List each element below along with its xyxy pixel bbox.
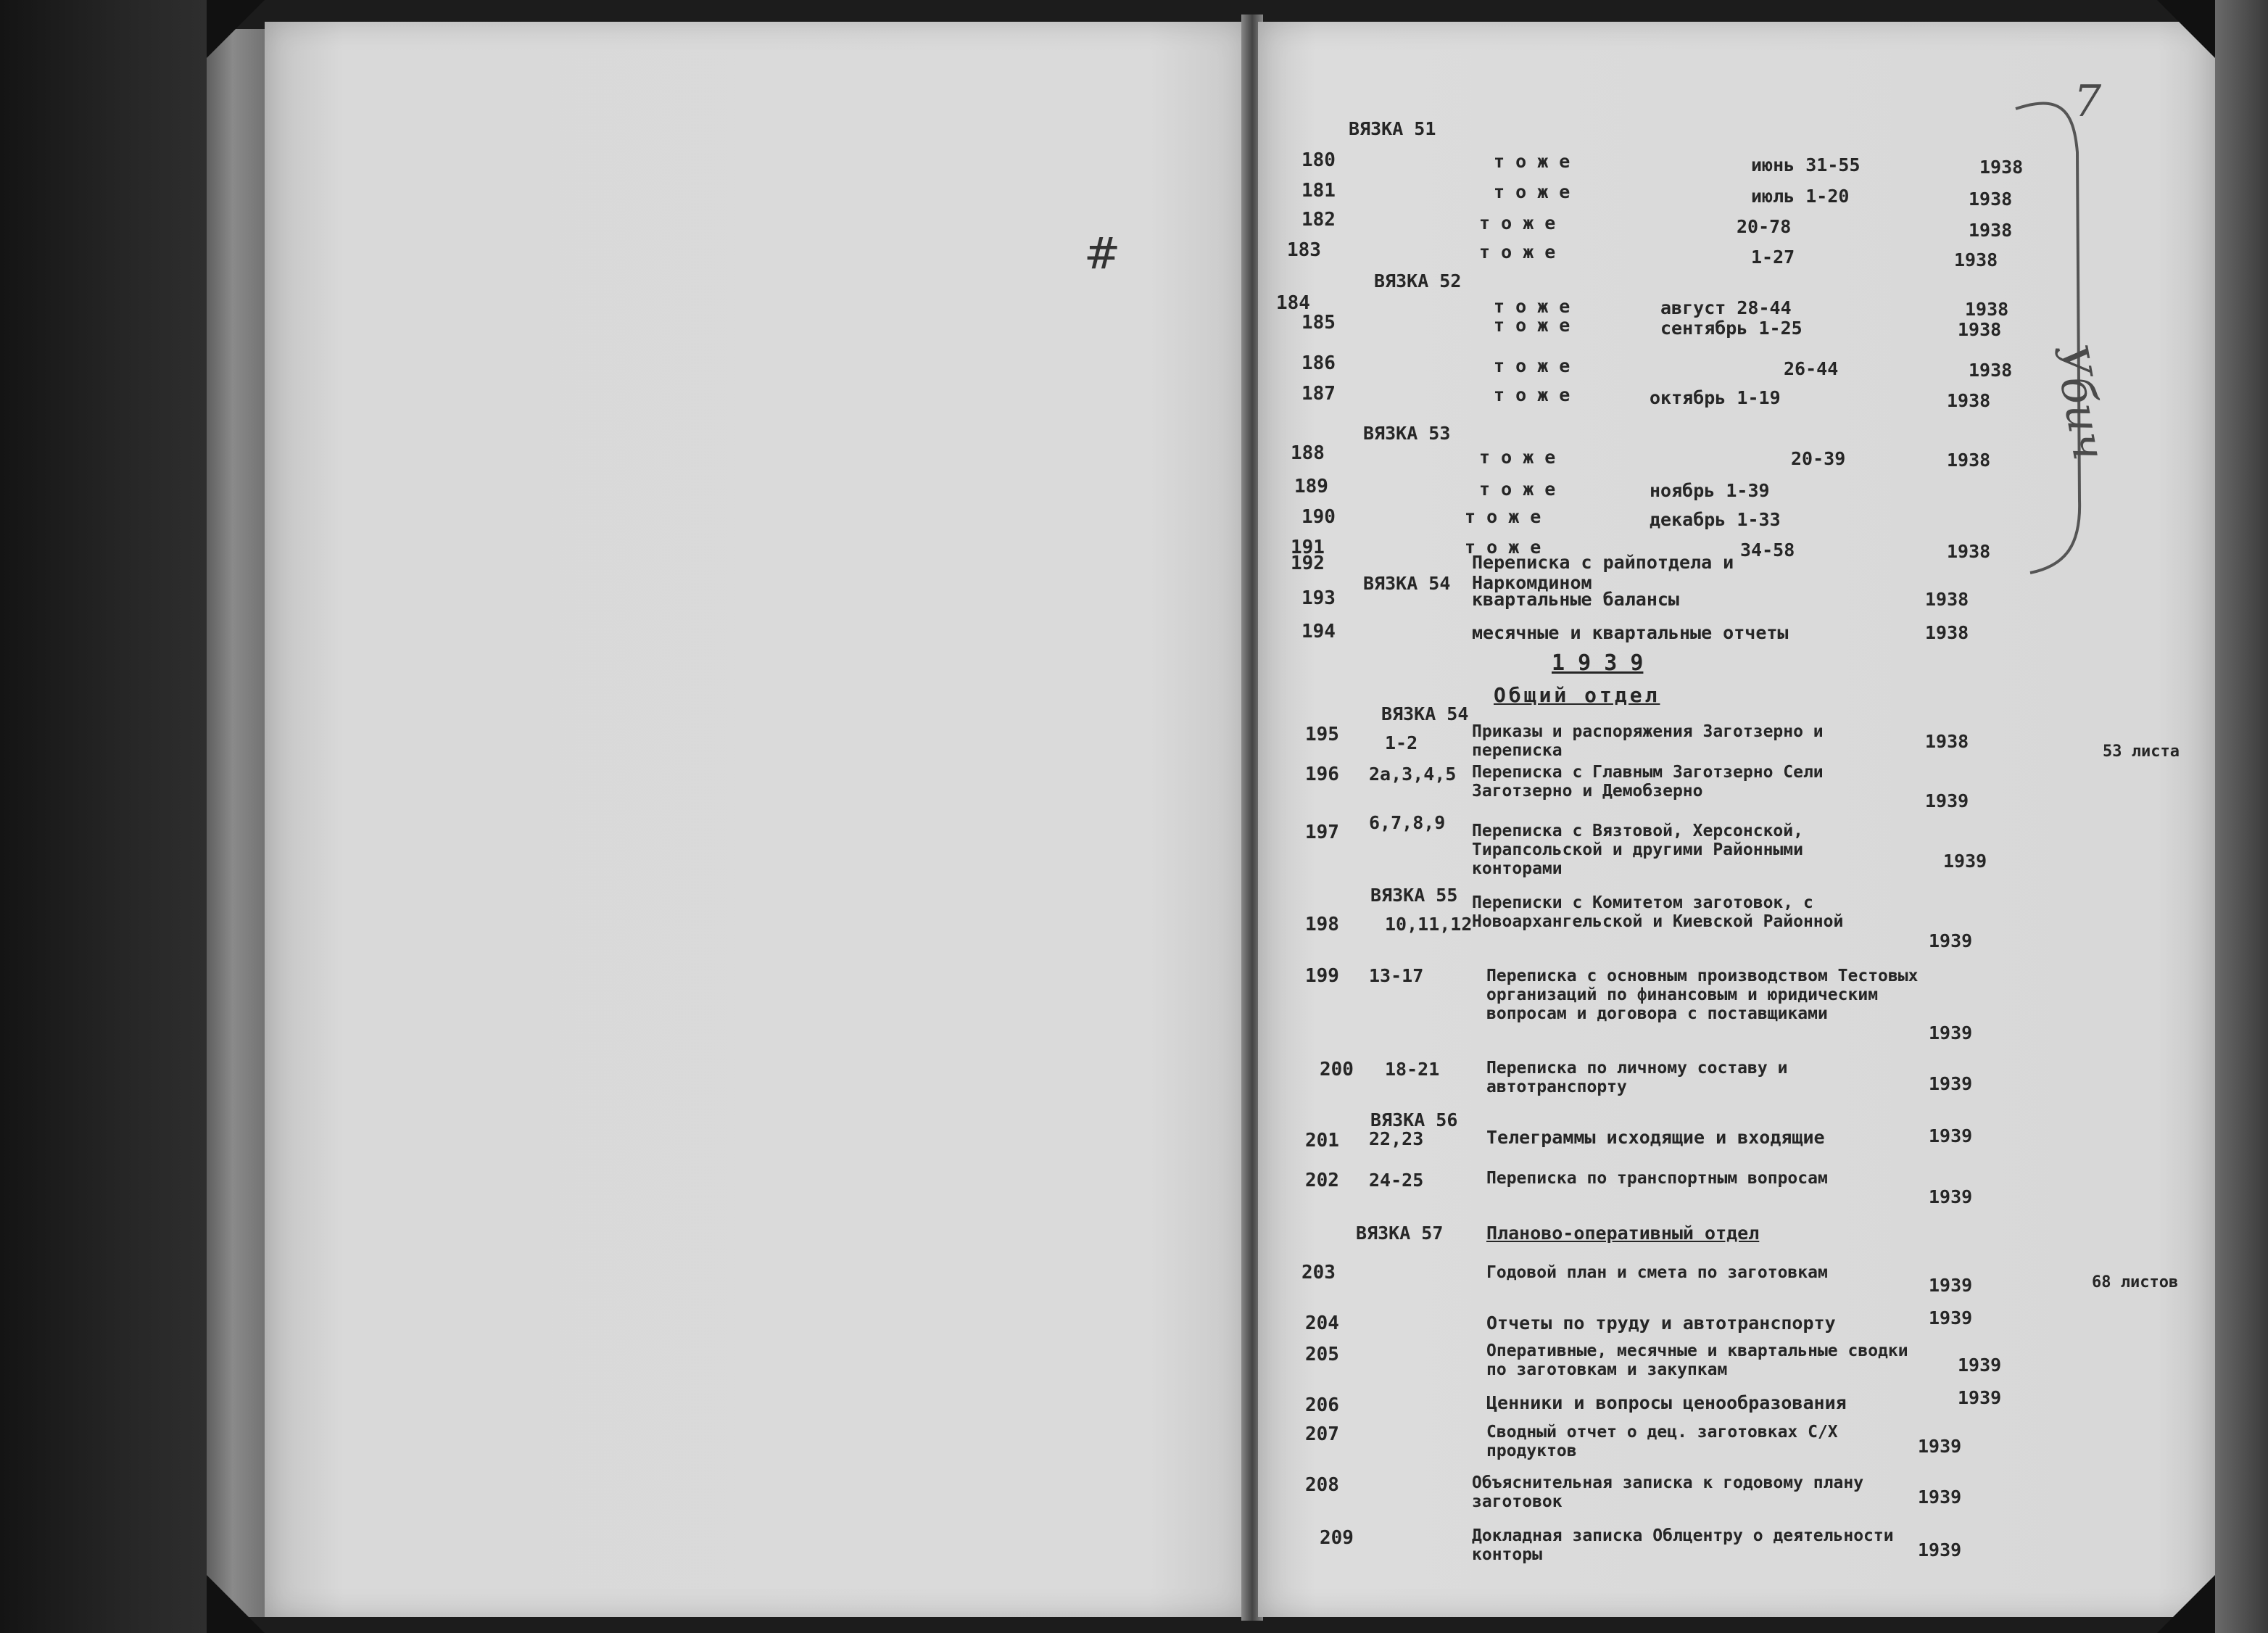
entry-text: квартальные балансы bbox=[1472, 589, 1679, 610]
entry-number: 192 bbox=[1291, 553, 1325, 574]
entry-text: т о ж е bbox=[1494, 355, 1570, 376]
entry-number: 184 bbox=[1276, 292, 1310, 314]
entry-number: 208 bbox=[1305, 1474, 1339, 1496]
entry-year: 1939 bbox=[1929, 1073, 1973, 1094]
entry-year: 1939 bbox=[1929, 1186, 1973, 1207]
margin-note: Убич bbox=[2044, 339, 2116, 465]
entry-number: 181 bbox=[1301, 180, 1336, 202]
pencil-bracket bbox=[2016, 94, 2132, 587]
entry-subnumber: 22,23 bbox=[1369, 1128, 1424, 1149]
entry-year: 1939 bbox=[1929, 1022, 1973, 1043]
entry-text: месячные и квартальные отчеты bbox=[1472, 622, 1789, 643]
entry-text: Телеграммы исходящие и входящие bbox=[1486, 1127, 1825, 1148]
entry-text: Отчеты по труду и автотранспорту bbox=[1486, 1312, 1836, 1334]
entry-date: 26-44 bbox=[1784, 358, 1839, 379]
entry-year: 1938 bbox=[1925, 589, 1969, 610]
entry-date: 1-27 bbox=[1751, 247, 1795, 268]
entry-number: 195 bbox=[1305, 724, 1339, 745]
left-board-edge bbox=[207, 29, 272, 1617]
entry-text: т о ж е bbox=[1479, 212, 1556, 233]
bundle-heading: ВЯЗКА 54 bbox=[1363, 573, 1451, 594]
entry-number: 203 bbox=[1301, 1262, 1336, 1283]
bundle-heading: ВЯЗКА 56 bbox=[1370, 1109, 1458, 1130]
entry-year: 1938 bbox=[1925, 731, 1969, 752]
entry-number: 198 bbox=[1305, 914, 1339, 935]
entry-year: 1939 bbox=[1918, 1487, 1962, 1508]
section-heading: Общий отдел bbox=[1494, 683, 1660, 707]
left-book-binding bbox=[0, 0, 207, 1633]
entry-year: 1939 bbox=[1918, 1539, 1962, 1560]
entry-number: 188 bbox=[1291, 442, 1325, 464]
pencil-mark: # bbox=[1084, 228, 1121, 279]
entry-text: Переписка с райпотдела и Наркомдином bbox=[1472, 552, 1734, 593]
entry-text: Докладная записка Облцентру о деятельности конторы bbox=[1472, 1526, 1894, 1564]
entry-year: 1938 bbox=[1947, 541, 1991, 562]
right-book-binding bbox=[2215, 0, 2268, 1633]
corner-protector bbox=[207, 1575, 265, 1633]
entry-year: 1938 bbox=[1969, 189, 2013, 210]
entry-date: сентябрь 1-25 bbox=[1660, 318, 1803, 339]
entry-number: 185 bbox=[1301, 312, 1336, 334]
entry-year: 1939 bbox=[1929, 930, 1973, 951]
entry-number: 197 bbox=[1305, 822, 1339, 843]
entry-date: 20-39 bbox=[1791, 448, 1846, 469]
entry-number: 205 bbox=[1305, 1344, 1339, 1365]
entry-year: 1938 bbox=[1979, 157, 2024, 178]
entry-year: 1938 bbox=[1925, 622, 1969, 643]
entry-year: 1938 bbox=[1958, 319, 2002, 340]
entry-number: 180 bbox=[1301, 149, 1336, 171]
entry-subnumber: 13-17 bbox=[1369, 965, 1424, 986]
entry-text: т о ж е bbox=[1479, 241, 1556, 262]
entry-number: 187 bbox=[1301, 383, 1336, 405]
entry-text: Переписка по личному составу и автотранспорту bbox=[1486, 1059, 1788, 1096]
entry-number: 196 bbox=[1305, 764, 1339, 785]
entry-year: 1938 bbox=[1947, 390, 1991, 411]
bundle-heading: ВЯЗКА 53 bbox=[1363, 423, 1451, 444]
entry-text: т о ж е bbox=[1465, 506, 1541, 527]
folio-number: 7 bbox=[2074, 76, 2102, 127]
entry-number: 199 bbox=[1305, 965, 1339, 987]
entry-text: т о ж е bbox=[1479, 479, 1556, 500]
section-heading: Планово-оперативный отдел bbox=[1486, 1223, 1760, 1244]
entry-subnumber: 2а,3,4,5 bbox=[1369, 764, 1457, 785]
entry-date: июль 1-20 bbox=[1751, 186, 1850, 207]
entry-number: 186 bbox=[1301, 352, 1336, 374]
entry-text: Переписки с Комитетом заготовок, с Новоархангельской и Киевской Районной bbox=[1472, 893, 1844, 931]
entry-year: 1939 bbox=[1958, 1355, 2002, 1376]
entry-text: т о ж е bbox=[1494, 315, 1570, 336]
entry-number: 189 bbox=[1294, 476, 1328, 497]
entry-text: Переписка с Главным Заготзерно Сели Заготзерно и Демобзерно bbox=[1472, 763, 1824, 801]
entry-number: 204 bbox=[1305, 1312, 1339, 1334]
entry-number: 200 bbox=[1320, 1059, 1354, 1080]
bundle-heading: ВЯЗКА 55 bbox=[1370, 885, 1458, 906]
entry-text: т о ж е bbox=[1465, 537, 1541, 558]
entry-text: т о ж е bbox=[1479, 447, 1556, 468]
entry-number: 209 bbox=[1320, 1527, 1354, 1549]
entry-text: Ценники и вопросы ценообразования bbox=[1486, 1392, 1847, 1413]
entry-year: 1938 bbox=[1969, 220, 2013, 241]
bundle-heading: ВЯЗКА 57 bbox=[1356, 1223, 1444, 1244]
entry-text: Приказы и распоряжения Заготзерно и переписка bbox=[1472, 722, 1824, 760]
entry-year: 1939 bbox=[1918, 1436, 1962, 1457]
entry-number: 193 bbox=[1301, 587, 1336, 609]
entry-text: Объяснительная записка к годовому плану заготовок bbox=[1472, 1473, 1864, 1511]
entry-text: Оперативные, месячные и квартальные сводки по заготовкам и закупкам bbox=[1486, 1341, 1908, 1379]
corner-protector bbox=[207, 0, 265, 58]
entry-text: Переписка по транспортным вопросам bbox=[1486, 1169, 1828, 1188]
corner-protector bbox=[2157, 1575, 2215, 1633]
entry-year: 1939 bbox=[1958, 1387, 2002, 1408]
entry-text: т о ж е bbox=[1494, 384, 1570, 405]
entry-year: 1939 bbox=[1925, 790, 1969, 811]
bundle-heading: ВЯЗКА 54 bbox=[1381, 703, 1469, 724]
entry-text: т о ж е bbox=[1494, 181, 1570, 202]
entry-number: 206 bbox=[1305, 1394, 1339, 1416]
entry-date: 34-58 bbox=[1740, 539, 1795, 561]
entry-number: 183 bbox=[1287, 239, 1321, 261]
entry-year: 1938 bbox=[1965, 299, 2009, 320]
entry-date: ноябрь 1-39 bbox=[1650, 480, 1770, 501]
entry-text: Сводный отчет о дец. заготовках С/Х продуктов bbox=[1486, 1423, 1838, 1460]
entry-number: 201 bbox=[1305, 1130, 1339, 1152]
sheet-count: 53 листа bbox=[2103, 743, 2180, 761]
entry-text: т о ж е bbox=[1494, 151, 1570, 172]
entry-year: 1938 bbox=[1947, 450, 1991, 471]
entry-year: 1939 bbox=[1929, 1275, 1973, 1296]
entry-text: Годовой план и смета по заготовкам bbox=[1486, 1263, 1828, 1282]
entry-text: т о ж е bbox=[1494, 296, 1570, 317]
entry-year: 1938 bbox=[1969, 360, 2013, 381]
sheet-count: 68 листов bbox=[2092, 1273, 2179, 1291]
year-heading: 1 9 3 9 bbox=[1552, 650, 1644, 676]
entry-number: 194 bbox=[1301, 621, 1336, 642]
entry-date: 20-78 bbox=[1737, 216, 1792, 237]
entry-number: 202 bbox=[1305, 1170, 1339, 1191]
entry-text: Переписка с основным производством Тестовых организаций по финансовым и юридическим вопросам и договора с поставщиками bbox=[1486, 967, 1919, 1023]
entry-subnumber: 6,7,8,9 bbox=[1369, 812, 1446, 833]
entry-date: август 28-44 bbox=[1660, 297, 1792, 318]
entry-year: 1938 bbox=[1954, 249, 1998, 270]
entry-date: декабрь 1-33 bbox=[1650, 509, 1781, 530]
entry-number: 191 bbox=[1291, 537, 1325, 558]
entry-number: 190 bbox=[1301, 506, 1336, 528]
entry-date: октябрь 1-19 bbox=[1650, 387, 1781, 408]
bundle-heading: ВЯЗКА 52 bbox=[1374, 270, 1462, 292]
corner-protector bbox=[2157, 0, 2215, 58]
entry-subnumber: 24-25 bbox=[1369, 1170, 1424, 1191]
entry-year: 1939 bbox=[1929, 1125, 1973, 1146]
entry-subnumber: 1-2 bbox=[1385, 732, 1418, 753]
entry-number: 207 bbox=[1305, 1423, 1339, 1445]
entry-number: 182 bbox=[1301, 209, 1336, 231]
bundle-heading: ВЯЗКА 51 bbox=[1349, 118, 1436, 139]
entry-date: июнь 31-55 bbox=[1751, 154, 1861, 175]
entry-year: 1939 bbox=[1929, 1307, 1973, 1328]
entry-subnumber: 10,11,12 bbox=[1385, 914, 1473, 935]
entry-subnumber: 18-21 bbox=[1385, 1059, 1440, 1080]
entry-text: Переписка с Вязтовой, Херсонской, Тирапсольской и другими Районными конторами bbox=[1472, 822, 1803, 878]
entry-year: 1939 bbox=[1943, 851, 1987, 872]
